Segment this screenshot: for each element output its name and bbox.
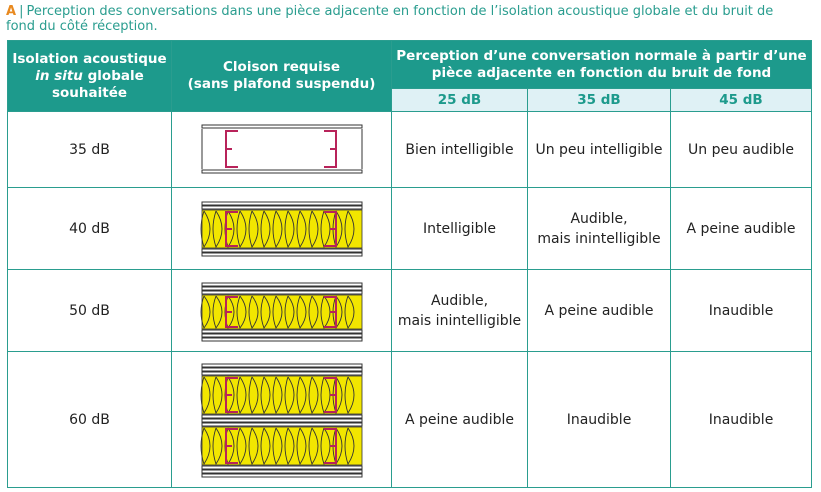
- perception-cell: [392, 112, 528, 188]
- insulation-level: 60 dB: [8, 352, 172, 488]
- perception-cell: [671, 270, 812, 352]
- header-perception-line1: Perception d’une conversation normale à partir d’une: [396, 47, 807, 64]
- perception-cell: [392, 270, 528, 352]
- perception-text: Audible,: [430, 292, 489, 309]
- insulation-level: 35 dB: [8, 112, 172, 188]
- perception-cell: [671, 112, 812, 188]
- figure-caption: [6, 4, 806, 34]
- partition-cell: [172, 270, 392, 352]
- perception-text: A peine audible: [686, 220, 796, 237]
- caption-text: Perception des conversations dans une pièce adjacente en fonction de l’isolation acoustique globale et du bruit de fond du côté réception.: [6, 4, 774, 34]
- perception-cell: [671, 352, 812, 488]
- caption-letter: A: [6, 4, 17, 19]
- noise-level-header: 35 dB: [528, 89, 671, 112]
- caption-separator: |: [19, 4, 24, 19]
- perception-cell: [392, 188, 528, 270]
- perception-text: mais inintelligible: [397, 312, 522, 329]
- double-insulated-partition-diagram: [172, 361, 391, 479]
- perception-cell: [671, 188, 812, 270]
- header-insulation-line1: Isolation acoustique: [12, 50, 167, 67]
- perception-cell: [528, 112, 671, 188]
- perception-text: Un peu audible: [688, 141, 795, 158]
- perception-text: Un peu intelligible: [535, 141, 663, 158]
- insulation-level: 50 dB: [8, 270, 172, 352]
- header-insulation: [8, 41, 172, 112]
- perception-text: Inaudible: [708, 302, 774, 319]
- partition-cross-section: [200, 121, 364, 179]
- table-row: [8, 188, 812, 270]
- partition-cross-section: [200, 199, 364, 259]
- noise-level-header: 45 dB: [671, 89, 812, 112]
- partition-cross-section: [200, 361, 364, 479]
- perception-text: A peine audible: [405, 411, 514, 428]
- perception-text: Inaudible: [708, 411, 774, 428]
- insulated-double-board-partition-diagram: [172, 280, 391, 342]
- table-row: [8, 270, 812, 352]
- partition-cross-section: [200, 280, 364, 342]
- header-partition-line2: (sans plafond suspendu): [187, 76, 376, 92]
- perception-text: mais inintelligible: [537, 230, 661, 247]
- perception-cell: [392, 352, 528, 488]
- perception-cell: [528, 352, 671, 488]
- partition-cell: [172, 352, 392, 488]
- perception-cell: [528, 188, 671, 270]
- header-insulation-global: globale: [82, 67, 144, 84]
- insulation-level: 40 dB: [8, 188, 172, 270]
- table-row: [8, 352, 812, 488]
- insulated-stud-partition-diagram: [172, 199, 391, 259]
- header-partition-line1: Cloison requise: [223, 59, 340, 75]
- noise-level-header: 25 dB: [392, 89, 528, 112]
- perception-text: Intelligible: [423, 220, 496, 237]
- header-insulation-italic: in situ: [35, 67, 83, 84]
- header-insulation-line2: [8, 68, 171, 85]
- perception-text: A peine audible: [544, 302, 654, 319]
- perception-text: Inaudible: [566, 411, 632, 428]
- table-row: [8, 112, 812, 188]
- perception-table: [7, 40, 812, 488]
- empty-stud-partition-diagram: [172, 121, 391, 179]
- partition-cell: [172, 112, 392, 188]
- perception-cell: [528, 270, 671, 352]
- perception-text: Bien intelligible: [405, 141, 514, 158]
- header-perception-line2: pièce adjacente en fonction du bruit de fond: [431, 64, 772, 81]
- perception-text: Audible,: [570, 210, 628, 227]
- header-insulation-line3: souhaitée: [51, 84, 128, 101]
- header-perception: [392, 41, 812, 89]
- partition-cell: [172, 188, 392, 270]
- header-partition: [172, 41, 392, 112]
